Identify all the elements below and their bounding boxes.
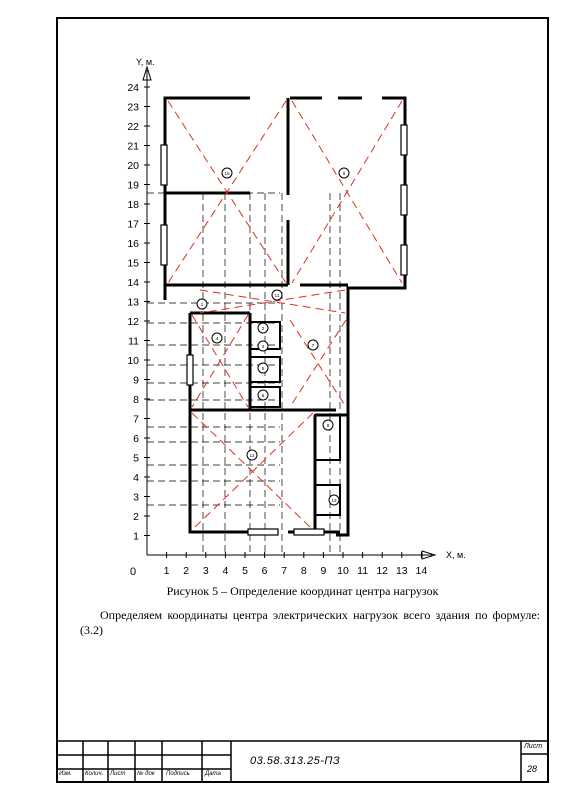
- room-marker-label: 12: [249, 453, 255, 458]
- y-tick-label: 22: [127, 121, 139, 133]
- room-marker-label: 8: [326, 423, 330, 428]
- y-tick-label: 12: [127, 316, 139, 328]
- x-tick-label: 8: [300, 565, 307, 577]
- y-tick-label: 15: [127, 257, 139, 270]
- room-marker-label: 2: [261, 326, 265, 331]
- sheet-label: Лист: [524, 743, 543, 750]
- room-marker-label: 10: [224, 171, 230, 176]
- body-paragraph: Определяем координаты центра электрических нагрузок всего здания по формуле: (3.2): [80, 608, 540, 637]
- y-tick-label: 9: [133, 374, 139, 387]
- room-marker-label: 6: [261, 393, 265, 398]
- x-axis-label: X, м.: [446, 550, 466, 560]
- origin-label: 0: [130, 566, 137, 578]
- y-tick-label: 4: [133, 472, 139, 484]
- x-tick-label: 10: [337, 565, 349, 577]
- y-tick-label: 23: [127, 101, 139, 114]
- y-tick-label: 21: [127, 140, 139, 153]
- x-tick-label: 4: [222, 565, 229, 577]
- y-tick-label: 24: [127, 82, 139, 94]
- y-tick-label: 1: [133, 530, 139, 543]
- x-tick-label: 9: [320, 565, 327, 577]
- y-tick-label: 20: [127, 160, 139, 172]
- y-tick-label: 7: [133, 413, 139, 426]
- col-kolich: Колич.: [85, 771, 104, 777]
- y-tick-label: 18: [127, 199, 139, 211]
- x-tick-label: 6: [261, 565, 268, 577]
- walls: [165, 98, 405, 535]
- room-marker-label: 4: [215, 336, 219, 341]
- y-tick-label: 10: [127, 355, 139, 367]
- col-podpis: Подпись: [166, 771, 190, 777]
- room-marker-label: 9: [342, 171, 346, 176]
- sheet-number: 28: [527, 764, 538, 774]
- wall-outer-top: [165, 98, 250, 193]
- wall-lower-left: [190, 313, 248, 532]
- room-marker-label: 11: [274, 293, 280, 298]
- room-marker-label: 7: [311, 343, 315, 348]
- y-tick-label: 5: [133, 452, 139, 465]
- y-tick-label: 6: [133, 433, 139, 445]
- x-tick-label: 1: [163, 565, 170, 577]
- x-tick-label: 5: [242, 565, 248, 577]
- room-marker-label: 3: [261, 344, 265, 349]
- room-markers: [197, 168, 349, 505]
- x-tick-label: 11: [357, 565, 369, 577]
- x-tick-label: 2: [183, 565, 190, 577]
- x-tick-label: 13: [395, 565, 408, 577]
- y-tick-label: 11: [128, 335, 139, 348]
- y-axis-label: Y, м.: [136, 57, 155, 67]
- document-code: 03.58.313.25-ПЗ: [250, 755, 341, 767]
- floor-plan-figure: [100, 45, 466, 585]
- y-tick-label: 8: [133, 394, 139, 406]
- figure-caption: Рисунок 5 – Определение координат центра нагрузок: [166, 584, 439, 598]
- col-izm: Изм.: [59, 771, 72, 777]
- y-tick-label: 17: [127, 218, 139, 231]
- dimension-lines: [147, 193, 340, 555]
- col-list: Лист: [110, 771, 126, 777]
- x-tick-label: 3: [202, 565, 209, 577]
- x-tick-labels: [164, 552, 428, 577]
- y-tick-label: 13: [127, 296, 139, 309]
- y-tick-label: 16: [127, 238, 139, 250]
- col-ndok: № док: [137, 771, 155, 777]
- y-tick-label: 2: [133, 511, 139, 523]
- room-marker-label: 5: [261, 366, 265, 371]
- y-tick-label: 14: [127, 277, 139, 289]
- x-tick-label: 14: [415, 565, 428, 577]
- wall-outer-right: [336, 98, 405, 535]
- room-marker-label: 1: [200, 302, 204, 307]
- windows: [161, 125, 407, 535]
- y-tick-label: 19: [127, 179, 139, 192]
- x-tick-label: 12: [376, 565, 389, 577]
- room-marker-label: 13: [331, 498, 337, 503]
- col-data: Дата: [205, 771, 221, 777]
- x-tick-label: 7: [281, 565, 288, 577]
- y-tick-label: 3: [133, 491, 139, 504]
